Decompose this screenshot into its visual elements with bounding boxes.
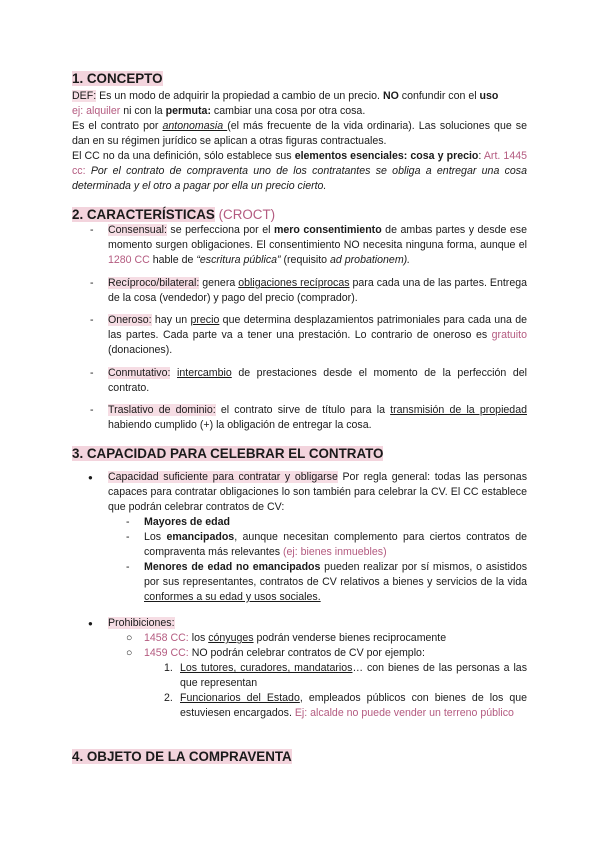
list-item-conmutativo: - Conmutativo: intercambio de prestaciones desde el momento de la perfección del contrato. xyxy=(90,367,527,394)
section-concepto-title: 1. CONCEPTO xyxy=(72,71,163,86)
concepto-body xyxy=(72,89,527,194)
section-capacidad-title: 3. CAPACIDAD PARA CELEBRAR EL CONTRATO xyxy=(72,446,384,461)
bullet-marker: ● xyxy=(88,619,93,628)
dash-marker: - xyxy=(126,531,130,543)
section-objeto-title: 4. OBJETO DE LA COMPRAVENTA xyxy=(72,749,292,764)
sub-item-mayores: - Mayores de edad xyxy=(126,516,230,528)
list-item-oneroso: - Oneroso: hay un precio que determina desplazamientos patrimoniales para cada una de las partes. Cada parte va a tener una prestación. Lo contrario de oneroso es gratuito (donaciones). xyxy=(90,314,528,356)
prohibiciones-item: ● Prohibiciones: xyxy=(88,617,175,629)
sub-item-menores: - Menores de edad no emancipados pueden realizar por sí mismos, o asistidos por sus representantes, contratos de CV relativos a bienes y servicios de la vida conformes a su edad y usos sociales. xyxy=(126,561,528,603)
concepto-cc-paragraph: El CC no da una definición, sólo establece sus elementos esenciales: cosa y precio: Art. 1445 cc: Por el contrato de compraventa uno de los contratantes se obliga a entregar una cosa determinada y el otro a pagar por ella un precio cierto. xyxy=(72,150,527,192)
section-caracteristicas-title: 2. CARACTERÍSTICAS (CROCT) xyxy=(72,207,276,222)
bullet-marker: ● xyxy=(88,473,93,482)
list-item-traslativo: - Traslativo de dominio: el contrato sirve de título para la transmisión de la propiedad habiendo cumplido (+) la obligación de entregar la cosa. xyxy=(90,404,527,431)
number-marker: 1. xyxy=(164,662,173,674)
def-example: ej: alquiler xyxy=(72,105,121,117)
dash-marker: - xyxy=(126,561,130,573)
dash-marker: - xyxy=(90,404,94,416)
dash-marker: - xyxy=(126,516,130,528)
dash-marker: - xyxy=(90,314,94,326)
dash-marker: - xyxy=(90,224,94,236)
capacidad-suficiente-item: ● Capacidad suficiente para contratar y obligarse Por regla general: todas las personas capaces para contratar obligaciones lo son también para celebrar la CV. El CC establece que podrán celebrar contratos de CV: xyxy=(88,471,527,513)
sub-item-emancipados: - Los emancipados, aunque necesitan complemento para ciertos contratos de compraventa más relevantes (ej: bienes inmuebles) xyxy=(126,531,527,558)
number-marker: 2. xyxy=(164,692,173,704)
list-item-reciproco: - Recíproco/bilateral: genera obligaciones recíprocas para cada una de las partes. Entrega de la cosa (vendedor) y pago del precio (comprador). xyxy=(90,277,528,304)
dash-marker: - xyxy=(90,277,94,289)
art-1445-ref: Art. 1445 cc: xyxy=(72,150,527,177)
numbered-item-1: 1. Los tutores, curadores, mandatarios… con bienes de las personas a las que representan xyxy=(164,662,527,689)
circle-marker: ○ xyxy=(126,632,133,644)
circle-marker: ○ xyxy=(126,647,133,659)
list-item-consensual: - Consensual: se perfecciona por el mero consentimiento de ambas partes y desde ese momento surgen obligaciones. El consentimiento NO necesita ninguna forma, aunque el 1280 CC hable de “escritura pública” (requisito ad probationem). xyxy=(90,224,527,266)
dash-marker: - xyxy=(90,367,94,379)
def-label: DEF: xyxy=(72,90,97,102)
concepto-contrato-paragraph: Es el contrato por antonomasia (el más frecuente de la vida ordinaria). Las soluciones que se dan en su régimen jurídico se aplican a otras figuras contractuales. xyxy=(72,120,527,147)
numbered-item-2: 2. Funcionarios del Estado, empleados públicos con bienes de los que estuviesen encargados. Ej: alcalde no puede vender un terreno público xyxy=(164,692,528,719)
prohibicion-1458: ○ 1458 CC: los cónyuges podrán venderse bienes reciprocamente xyxy=(126,632,447,644)
prohibicion-1459: ○ 1459 CC: NO podrán celebrar contratos de CV por ejemplo: xyxy=(126,647,425,659)
concepto-def-paragraph: DEF: Es un modo de adquirir la propiedad a cambio de un precio. NO confundir con el uso ej: alquiler ni con la permuta: cambiar una cosa por otra cosa. xyxy=(72,90,499,117)
